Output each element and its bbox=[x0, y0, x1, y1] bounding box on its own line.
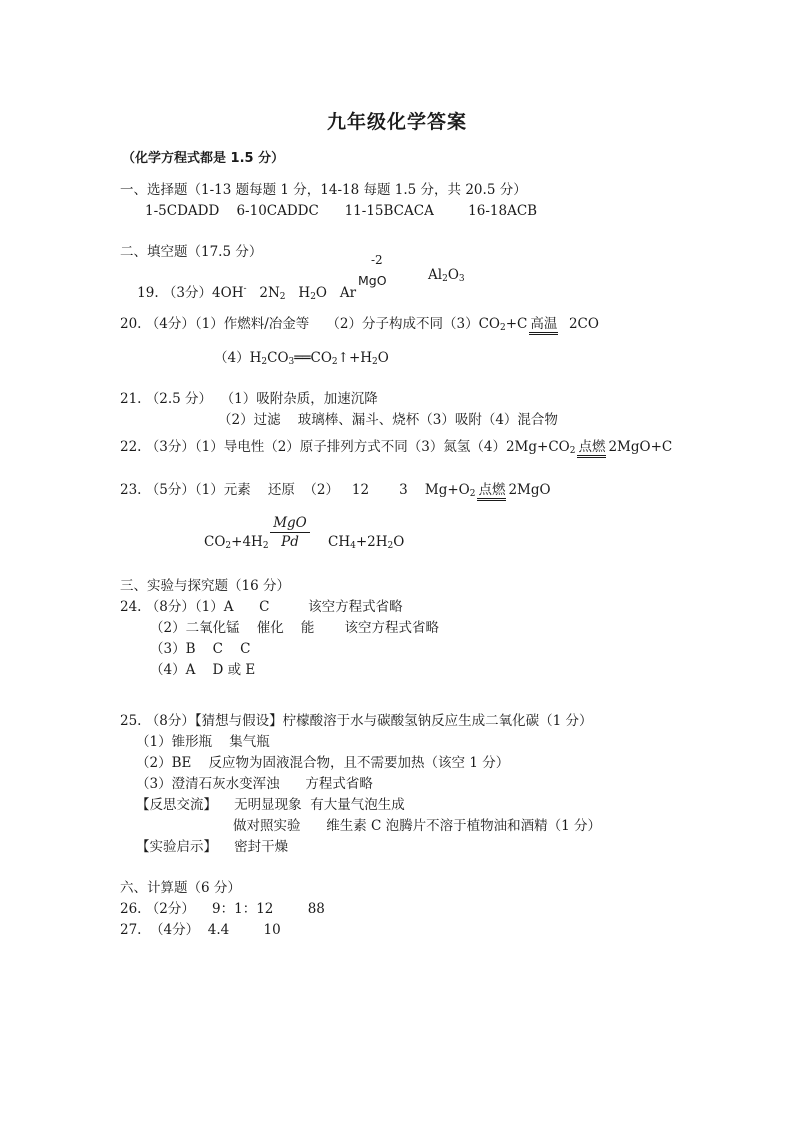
q19-n2: 2N bbox=[259, 285, 280, 301]
q24-line: （3）B C C bbox=[150, 641, 251, 657]
q19-label: 19. （3分） bbox=[137, 285, 213, 301]
equation-score-note: （化学方程式都是 1.5 分） bbox=[122, 151, 285, 166]
q25-line: 【反思交流】 无明显现象 有大量气泡生成 bbox=[136, 797, 405, 813]
q19-oh: 4OH bbox=[212, 285, 244, 301]
q23-answer: 23. （5分）（1）元素 还原 （2） 12 3 $Mg+O_2$ 点燃 2MgO bbox=[120, 482, 551, 499]
catalyst-mgo: MgO bbox=[273, 515, 307, 531]
q21-line1: 21. （2.5 分） （1）吸附杂质，加速沉降 bbox=[120, 391, 378, 407]
q24-line: 24. （8分）（1）A C 该空方程式省略 bbox=[120, 599, 403, 615]
section2-heading: 二、填空题（17.5 分） bbox=[120, 244, 263, 260]
q24-line: （4）A D 或 E bbox=[150, 662, 256, 678]
catalyst-condition bbox=[266, 515, 314, 550]
page-title: 九年级化学答案 bbox=[326, 111, 467, 133]
section1-heading: 一、选择题（1-13 题每题 1 分，14-18 每题 1.5 分，共 20.5 分） bbox=[120, 182, 527, 198]
q23-equation-right: $CH_4+2H_2O$ bbox=[328, 534, 405, 551]
reaction-arrow-line bbox=[270, 532, 310, 533]
choice-answers: 1-5CDADD 6-10CADDC 11-15BCACA 16-18ACB bbox=[145, 203, 538, 219]
q25-line: 25. （8分）【猜想与假设】柠檬酸溶于水与碳酸氢钠反应生成二氧化碳（1 分） bbox=[120, 713, 593, 729]
q22-answer: 22. （3分）（1）导电性（2）原子排列方式不同（3）氮氢$(4)2Mg+CO_2$ 点燃 2MgO+C bbox=[120, 439, 673, 456]
q25-line: 【实验启示】 密封干燥 bbox=[136, 839, 289, 855]
q23-equation-left: $CO_2+4H_2$ bbox=[204, 534, 269, 551]
q19-ar: Ar bbox=[339, 285, 357, 301]
q27-answer: 27. （4分） 4.4 10 bbox=[120, 922, 281, 938]
q20-part4: $(4)H_2CO_3══CO_2↑+H_2O$ bbox=[214, 350, 389, 367]
q19-mgo-valence: -2 bbox=[371, 253, 383, 267]
q25-line: 做对照实验 维生素 C 泡腾片不溶于植物油和酒精（1 分） bbox=[233, 818, 602, 834]
catalyst-pd: Pd bbox=[281, 534, 299, 550]
section3-heading: 三、实验与探究题（16 分） bbox=[120, 578, 290, 594]
q25-line: （3）澄清石灰水变浑浊 方程式省略 bbox=[136, 776, 373, 792]
q19-mgo: MgO bbox=[358, 273, 387, 288]
q21-line2: （2）过滤 玻璃棒、漏斗、烧杯（3）吸附（4）混合物 bbox=[218, 412, 558, 428]
q19-al2o3: $Al_2O_3$ bbox=[428, 267, 465, 284]
q26-answer: 26. （2分） 9：1：12 88 bbox=[120, 901, 325, 917]
q19-answer: 19. （3分）4OH- $2N_2$ $H_2O$ Ar bbox=[137, 284, 357, 302]
section6-heading: 六、计算题（6 分） bbox=[120, 880, 241, 896]
q24-line: （2）二氧化锰 催化 能 该空方程式省略 bbox=[150, 620, 439, 636]
q25-line: （2）BE 反应物为固液混合物，且不需要加热（该空 1 分） bbox=[136, 755, 510, 771]
high-temp-condition: 高温 bbox=[529, 317, 558, 335]
q20-answer: 20. （4分）（1）作燃料/冶金等 （2）分子构成不同$(3)CO_2+C$ 高温 2CO bbox=[120, 316, 599, 333]
q25-line: （1）锥形瓶 集气瓶 bbox=[136, 734, 270, 750]
ignite-condition: 点燃 bbox=[477, 483, 506, 501]
ignite-condition: 点燃 bbox=[577, 440, 606, 458]
